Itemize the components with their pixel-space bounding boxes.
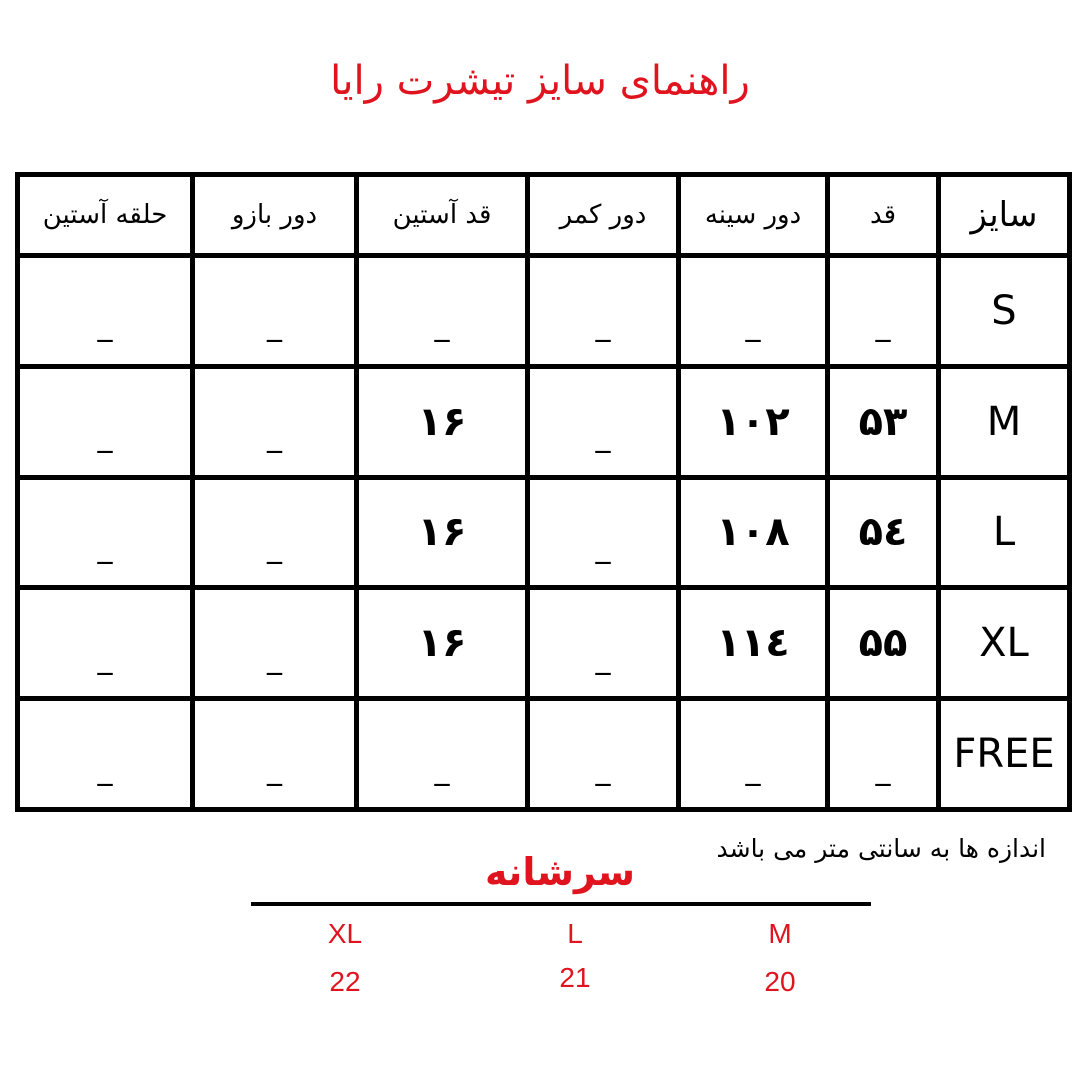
column-header: دور سینه <box>679 175 828 256</box>
shoulder-value: 20 <box>764 966 796 997</box>
shoulder-divider <box>251 902 871 906</box>
table-row <box>18 256 1070 367</box>
unit-note: اندازه ها به سانتی متر می باشد <box>716 834 1046 863</box>
size-cell: FREE <box>939 699 1070 810</box>
size-cell: XL <box>939 588 1070 699</box>
column-header: دور کمر <box>528 175 679 256</box>
measurement-cell: ۵٤ <box>828 477 939 588</box>
table-row <box>18 366 1070 477</box>
shoulder-size-label: M <box>768 918 792 949</box>
measurement-cell: ۱۱٤ <box>679 588 828 699</box>
measurement-cell: _ <box>193 699 357 810</box>
measurement-cell: _ <box>528 256 679 367</box>
size-table-body <box>18 175 1070 810</box>
measurement-cell: _ <box>528 477 679 588</box>
size-table <box>15 172 1072 812</box>
measurement-cell: _ <box>679 256 828 367</box>
measurement-cell: _ <box>828 699 939 810</box>
measurement-cell: _ <box>357 256 528 367</box>
measurement-cell: ۱۶ <box>357 588 528 699</box>
measurement-cell: ۵۵ <box>828 588 939 699</box>
shoulder-size-label: L <box>567 918 583 949</box>
measurement-cell: _ <box>18 588 193 699</box>
measurement-cell: _ <box>193 477 357 588</box>
table-row <box>18 699 1070 810</box>
shoulder-value: 22 <box>329 966 361 997</box>
measurement-cell: _ <box>828 256 939 367</box>
measurement-cell: _ <box>193 256 357 367</box>
measurement-cell: ۱۰۸ <box>679 477 828 588</box>
measurement-cell: _ <box>528 588 679 699</box>
column-header: قد <box>828 175 939 256</box>
measurement-cell: _ <box>18 366 193 477</box>
measurement-cell: _ <box>679 699 828 810</box>
size-cell: M <box>939 366 1070 477</box>
measurement-cell: ۵۳ <box>828 366 939 477</box>
table-row <box>18 477 1070 588</box>
column-header: حلقه آستین <box>18 175 193 256</box>
measurement-cell: _ <box>18 477 193 588</box>
measurement-cell: ۱۰۲ <box>679 366 828 477</box>
shoulder-value: 21 <box>559 962 591 993</box>
measurement-cell: _ <box>193 366 357 477</box>
column-header: قد آستین <box>357 175 528 256</box>
size-cell: L <box>939 477 1070 588</box>
column-header: دور بازو <box>193 175 357 256</box>
measurement-cell: _ <box>357 699 528 810</box>
measurement-cell: _ <box>528 366 679 477</box>
size-cell: S <box>939 256 1070 367</box>
table-header-row <box>18 175 1070 256</box>
measurement-cell: _ <box>18 256 193 367</box>
measurement-cell: ۱۶ <box>357 477 528 588</box>
measurement-cell: _ <box>193 588 357 699</box>
measurement-cell: _ <box>528 699 679 810</box>
table-row <box>18 588 1070 699</box>
measurement-cell: ۱۶ <box>357 366 528 477</box>
measurement-cell: _ <box>18 699 193 810</box>
shoulder-size-label: XL <box>327 918 363 949</box>
shoulder-title: سرشانه <box>485 850 635 894</box>
column-header: سایز <box>939 175 1070 256</box>
page-title: راهنمای سایز تیشرت رایا <box>330 58 750 104</box>
